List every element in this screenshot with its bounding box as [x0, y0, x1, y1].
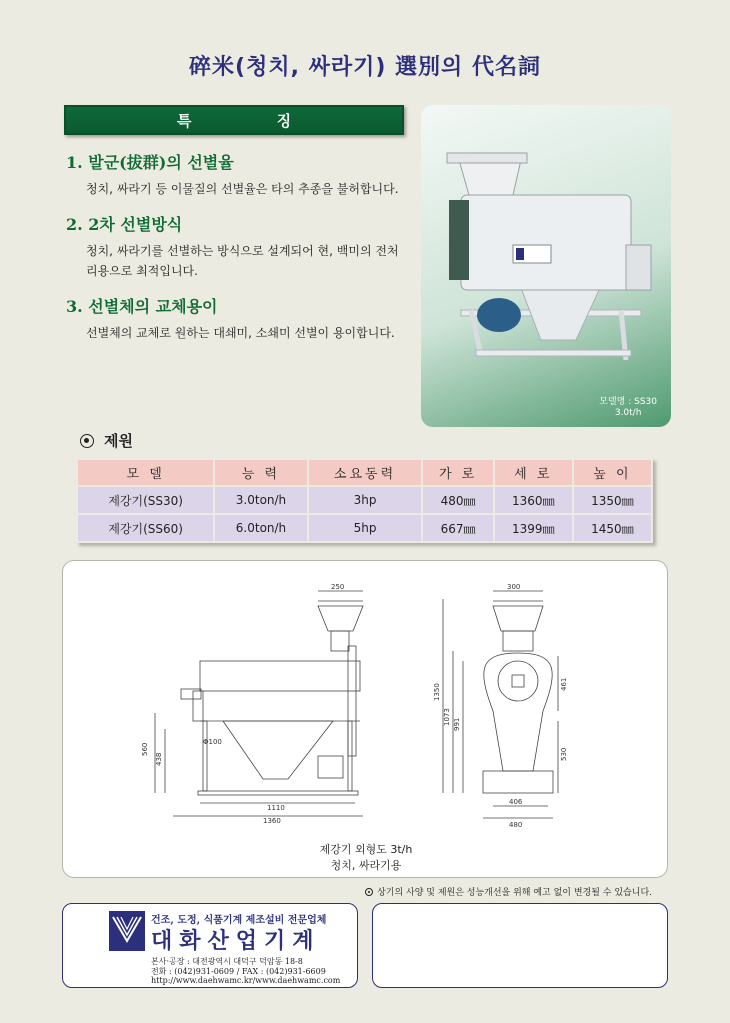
drawing-caption: 제강기 외형도 3t/h	[319, 843, 413, 856]
company-address: 본사·공장 : 대전광역시 대덕구 덕암동 18-8	[151, 957, 303, 966]
target-bullet-icon	[365, 888, 373, 896]
table-cell: 3hp	[309, 487, 422, 513]
machine-illustration	[421, 105, 671, 427]
table-cell: 480㎜	[423, 487, 492, 513]
dim-label: 1360	[263, 817, 281, 825]
table-row	[78, 515, 651, 541]
dim-label: 438	[155, 752, 163, 766]
dim-label: 530	[560, 747, 568, 761]
dim-label: 250	[331, 583, 345, 591]
table-cell: 1450㎜	[574, 515, 651, 541]
dim-label: 991	[453, 717, 461, 731]
col-header: 가 로	[423, 460, 492, 485]
disclaimer-note	[365, 885, 652, 898]
spec-heading-label: 제원	[104, 432, 133, 450]
col-header: 세 로	[495, 460, 572, 485]
features-heading: 특 징	[64, 105, 404, 135]
feature-text: 청치, 싸라기 등 이물질의 선별율은 타의 추종을 불허합니다.	[86, 182, 399, 196]
spec-heading	[80, 430, 133, 451]
feature-item	[66, 150, 416, 199]
dim-label: 1110	[267, 804, 285, 812]
spec-table	[76, 458, 653, 543]
capacity-caption: 3.0t/h	[614, 408, 642, 418]
company-web: http://www.daehwamc.kr/www.daehwamc.com	[151, 976, 341, 985]
company-slogan: 건조, 도정, 식품기계 제조설비 전문업체	[151, 915, 327, 926]
product-photo	[421, 105, 671, 427]
feature-title: 2. 2차 선별방식	[66, 215, 183, 234]
feature-item	[66, 294, 416, 343]
table-cell: 6.0ton/h	[215, 515, 306, 541]
feature-text: 선별체의 교체로 원하는 대쇄미, 소쇄미 선별이 용이합니다.	[86, 326, 395, 340]
feature-text: 리용으로 최적입니다.	[86, 264, 198, 278]
target-bullet-icon	[80, 434, 94, 448]
table-cell: 제강기(SS60)	[78, 515, 213, 541]
col-header: 소요동력	[309, 460, 422, 485]
table-cell: 5hp	[309, 515, 422, 541]
company-box	[62, 903, 358, 988]
table-header-row	[78, 460, 651, 485]
dim-label: 1073	[443, 708, 451, 726]
page-title: 碎米(청치, 싸라기) 選別의 代名詞	[189, 55, 541, 80]
dim-label: 560	[141, 742, 149, 756]
table-cell: 1350㎜	[574, 487, 651, 513]
outline-drawing	[62, 560, 668, 878]
model-caption: 모델명 : SS30	[599, 397, 657, 407]
dim-label: 461	[560, 677, 568, 691]
empty-box	[372, 903, 668, 988]
dim-label: 1350	[433, 683, 441, 701]
dim-label: 480	[509, 821, 523, 829]
table-cell: 1360㎜	[495, 487, 572, 513]
table-cell: 1399㎜	[495, 515, 572, 541]
feature-title: 1. 발군(拔群)의 선별율	[66, 153, 234, 172]
company-logo-icon	[109, 911, 145, 951]
disclaimer-text: 상기의 사양 및 제원은 성능개선을 위해 예고 없이 변경될 수 있습니다.	[377, 888, 652, 898]
feature-text: 청치, 싸라기를 선별하는 방식으로 설계되어 현, 백미의 전처	[86, 244, 399, 258]
company-phone: 전화 : (042)931-0609 / FAX : (042)931-6609	[151, 967, 326, 976]
feature-title: 3. 선별체의 교체용이	[66, 297, 218, 316]
drawing-caption: 청치, 싸라기용	[330, 859, 402, 872]
dim-label: Φ100	[203, 738, 222, 746]
table-cell: 제강기(SS30)	[78, 487, 213, 513]
col-header: 높 이	[574, 460, 651, 485]
table-cell: 667㎜	[423, 515, 492, 541]
dim-label: 300	[507, 583, 521, 591]
drawing-dimensions	[63, 561, 669, 831]
table-row	[78, 487, 651, 513]
dim-label: 406	[509, 798, 523, 806]
table-cell: 3.0ton/h	[215, 487, 306, 513]
feature-item	[66, 212, 416, 281]
col-header: 모 델	[78, 460, 213, 485]
company-name: 대화산업기계	[151, 929, 321, 954]
col-header: 능 력	[215, 460, 306, 485]
